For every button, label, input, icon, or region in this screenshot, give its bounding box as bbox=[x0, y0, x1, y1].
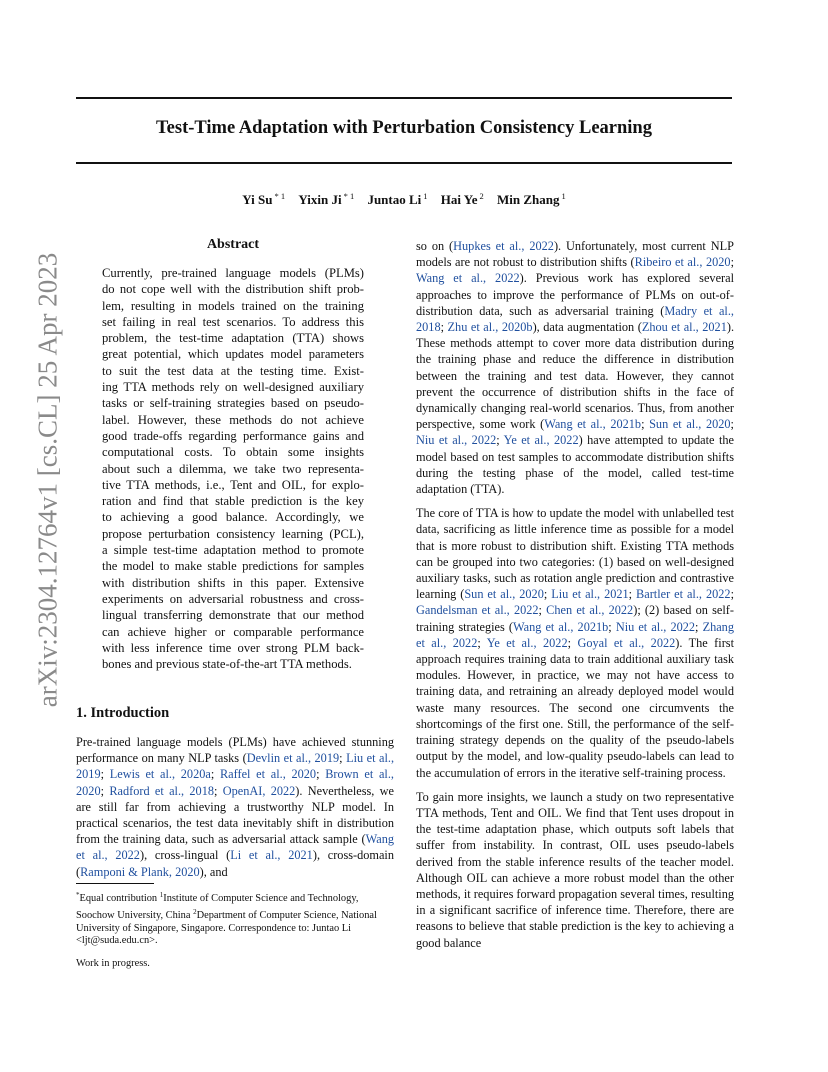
citation-link[interactable]: Li et al., 2021 bbox=[230, 848, 313, 863]
intro-column-left bbox=[76, 734, 394, 888]
author: Hai Ye $^2$ bbox=[440, 191, 484, 207]
paper-title: Test-Time Adaptation with Perturbation Consistency Learning bbox=[156, 118, 652, 138]
abstract-line: to achieving a good balance. Accordingly, we bbox=[102, 510, 364, 525]
author: Min Zhang $^1$ bbox=[497, 191, 566, 207]
abstract-line: tive TTA methods, i.e., Tent and OIL, for explo- bbox=[102, 477, 364, 492]
citation-link[interactable]: Chen et al., 2022 bbox=[546, 603, 634, 618]
citation-link[interactable]: Radford et al., 2018 bbox=[109, 783, 214, 798]
citation-link[interactable]: Madry et al., 2018 bbox=[416, 303, 734, 335]
abstract-line: ration and find that stable prediction is the key bbox=[102, 494, 364, 509]
work-in-progress-note: Work in progress. bbox=[76, 958, 150, 969]
title-rule-top bbox=[76, 97, 732, 99]
citation-link[interactable]: Bartler et al., 2022 bbox=[636, 587, 731, 602]
abstract-line: set failing in real test scenarios. To address this bbox=[102, 314, 364, 329]
abstract-line: tasks or self-training strategies based on pseudo- bbox=[102, 396, 364, 411]
citation-link[interactable]: Sun et al., 2020 bbox=[464, 587, 544, 602]
abstract-line: with distribution shifts in this paper. Extensive bbox=[102, 575, 364, 590]
author: Yixin Ji $^{* 1}$ bbox=[298, 191, 355, 207]
citation-link[interactable]: Devlin et al., 2019 bbox=[246, 751, 340, 766]
citation-link[interactable]: Wang et al., 2022 bbox=[76, 832, 394, 863]
author-list bbox=[76, 191, 732, 208]
citation-link[interactable]: Zhang et al., 2022 bbox=[416, 619, 734, 650]
intro-paragraph: Pre-trained language models (PLMs) have achieved stunning performance on many NLP tasks (Devlin et al., 2019; Liu et al., 2019; Lewis et al., 2020a; Raffel et al., 2020; Brown et al., 2020; Radford et al., 2018; OpenAI, 2022). Nevertheless, we are still far from achieving a trustworthy NLP model. In practical scenarios, the test data inevitably shift in distribution from the training data, such as adversarial attack sample (Wang et al., 2022), cross-lingual (Li et al., 2021), cross-domain (Ramponi & Plank, 2020), and bbox=[76, 735, 395, 879]
abstract-line: ing TTA methods rely on well-designed auxiliary bbox=[102, 380, 364, 395]
abstract-line: experiments on adversarial robustness and cross- bbox=[102, 591, 364, 606]
citation-link[interactable]: Hupkes et al., 2022 bbox=[453, 239, 554, 253]
abstract-line: can achieve higher or comparable performance bbox=[102, 624, 364, 639]
abstract-line: computational costs. To obtain some insights bbox=[102, 445, 364, 460]
abstract-line: great potential, which updates model parameters bbox=[102, 347, 364, 362]
abstract-line: about such a dilemma, we take two representa- bbox=[102, 461, 364, 476]
title-rule-bottom bbox=[76, 162, 732, 164]
section-heading-introduction: 1. Introduction bbox=[76, 705, 170, 721]
author: Yi Su $^{* 1}$ bbox=[242, 191, 286, 207]
abstract-line: the model to make stable predictions for samples bbox=[102, 559, 364, 574]
abstract-line: do not cope well with the distribution shift prob- bbox=[102, 282, 364, 297]
intro-column-right bbox=[416, 238, 734, 959]
abstract-line: propose perturbation consistency learning (PCL), bbox=[102, 526, 364, 541]
citation-link[interactable]: Liu et al., 2019 bbox=[76, 751, 395, 782]
citation-link[interactable]: Ramponi & Plank, 2020 bbox=[80, 864, 200, 879]
footnote-divider bbox=[76, 883, 154, 884]
abstract-line: with less inference time over strong PLM back- bbox=[102, 640, 364, 655]
footnote: *Equal contribution $^1$Institute of Computer Science and Technology, Soochow University, China $^2$Department of Computer Science, National University of Singapore, Singapore. Correspondence to: Juntao Li <ljt@suda.edu.cn>. bbox=[76, 891, 377, 947]
author: Juntao Li $^1$ bbox=[367, 191, 428, 207]
citation-link[interactable]: Niu et al., 2022 bbox=[615, 619, 696, 634]
abstract-line: lem, resulting in models trained on the training bbox=[102, 298, 364, 313]
abstract-line: label. However, these methods do not achieve bbox=[102, 412, 364, 427]
abstract-body bbox=[102, 265, 364, 672]
citation-link[interactable]: Wang et al., 2021b bbox=[512, 619, 609, 634]
citation-link[interactable]: Zhu et al., 2020b bbox=[447, 320, 533, 335]
citation-link[interactable]: Zhou et al., 2021 bbox=[641, 320, 727, 335]
citation-link[interactable]: Ye et al., 2022 bbox=[503, 433, 579, 448]
citation-link[interactable]: Brown et al., 2020 bbox=[76, 767, 394, 798]
abstract-heading: Abstract bbox=[206, 237, 260, 252]
abstract-line: problem, the test-time adaptation (TTA) shows bbox=[102, 331, 364, 346]
intro-paragraph: so on (Hupkes et al., 2022). Unfortunately, most current NLP models are not robust to distribution shifts (Ribeiro et al., 2020; Wang et al., 2022). Previous work has explored several approaches to improve the performance of PLMs on out-of-distribution data, such as adversarial training (Madry et al., 2018; Zhu et al., 2020b), data augmentation (Zhou et al., 2021). These methods attempt to cover more data distribution during the training phase and reduce the difference in distribution between the training and test data. However, they cannot prevent the occurrence of distribution shifts in the face of dynamically changing real-world scenarios. Thus, from another perspective, some work (Wang et al., 2021b; Sun et al., 2020; Niu et al., 2022; Ye et al., 2022) have attempted to update the model based on test samples to accommodate distribution shifts during the testing phase of the model, called test-time adaptation (TTA). bbox=[416, 239, 735, 497]
citation-link[interactable]: Gandelsman et al., 2022 bbox=[416, 603, 539, 618]
abstract-line: Currently, pre-trained language models (PLMs) bbox=[102, 266, 364, 280]
citation-link[interactable]: Lewis et al., 2020a bbox=[109, 767, 211, 782]
arxiv-identifier[interactable]: arXiv:2304.12764v1 [cs.CL] 25 Apr 2023 bbox=[32, 252, 63, 708]
citation-link[interactable]: OpenAI, 2022 bbox=[222, 783, 296, 798]
citation-link[interactable]: Wang et al., 2021b bbox=[544, 417, 642, 432]
citation-link[interactable]: Goyal et al., 2022 bbox=[577, 635, 676, 650]
abstract-line: good trade-offs regarding performance gains and bbox=[102, 428, 364, 443]
abstract-line: a simple test-time adaptation method to promote bbox=[102, 543, 364, 558]
citation-link[interactable]: Sun et al., 2020 bbox=[649, 417, 731, 432]
abstract-line: bones and previous state-of-the-art TTA methods. bbox=[102, 657, 352, 672]
intro-paragraph: The core of TTA is how to update the model with unlabelled test data, sacrificing as little inference time as possible for a model that is more robust to distribution shift. Existing TTA methods can be grouped into two categories: (1) based on well-designed auxiliary tasks, such as rotation angle prediction and contrastive learning (Sun et al., 2020; Liu et al., 2021; Bartler et al., 2022; Gandelsman et al., 2022; Chen et al., 2022); (2) based on self-training strategies (Wang et al., 2021b; Niu et al., 2022; Zhang et al., 2022; Ye et al., 2022; Goyal et al., 2022). The first approach requires training data to train additional auxiliary task modules. However, in practice, we may not have access to training data, and retraining an already deployed model would waste many resources. The second one circumvents the shortcomings of the first one. Still, the performance of the self-training strategy depends on the quality of the pseudo-labels output by the model, and low-quality pseudo-labels can lead to the accumulation of errors in the iterative self-training process. bbox=[416, 506, 734, 780]
citation-link[interactable]: Ye et al., 2022 bbox=[486, 635, 568, 650]
intro-paragraph: To gain more insights, we launch a study on two representative TTA methods, Tent and OIL. We find that Tent uses dropout in the test-time adaptation phase, which outputs soft labels that suffer from instability. In contrast, OIL uses pseudo-labels derived from the stable inference results of the teacher model. Although OIL can achieve a more robust model than the other methods, it requires forward propagation several times, resulting in a significant sacrifice of inference time. Therefore, there are reasons to believe that stable prediction is the key to achieving a good balance bbox=[416, 789, 734, 950]
citation-link[interactable]: Ribeiro et al., 2020 bbox=[634, 255, 731, 270]
abstract-line: lingual transferring demonstrate that our method bbox=[102, 608, 364, 623]
citation-link[interactable]: Liu et al., 2021 bbox=[551, 587, 629, 602]
citation-link[interactable]: Niu et al., 2022 bbox=[416, 433, 497, 448]
citation-link[interactable]: Wang et al., 2022 bbox=[416, 271, 520, 286]
citation-link[interactable]: Raffel et al., 2020 bbox=[219, 767, 317, 782]
abstract-line: to suit the test data at the testing time. Exist- bbox=[102, 363, 364, 378]
